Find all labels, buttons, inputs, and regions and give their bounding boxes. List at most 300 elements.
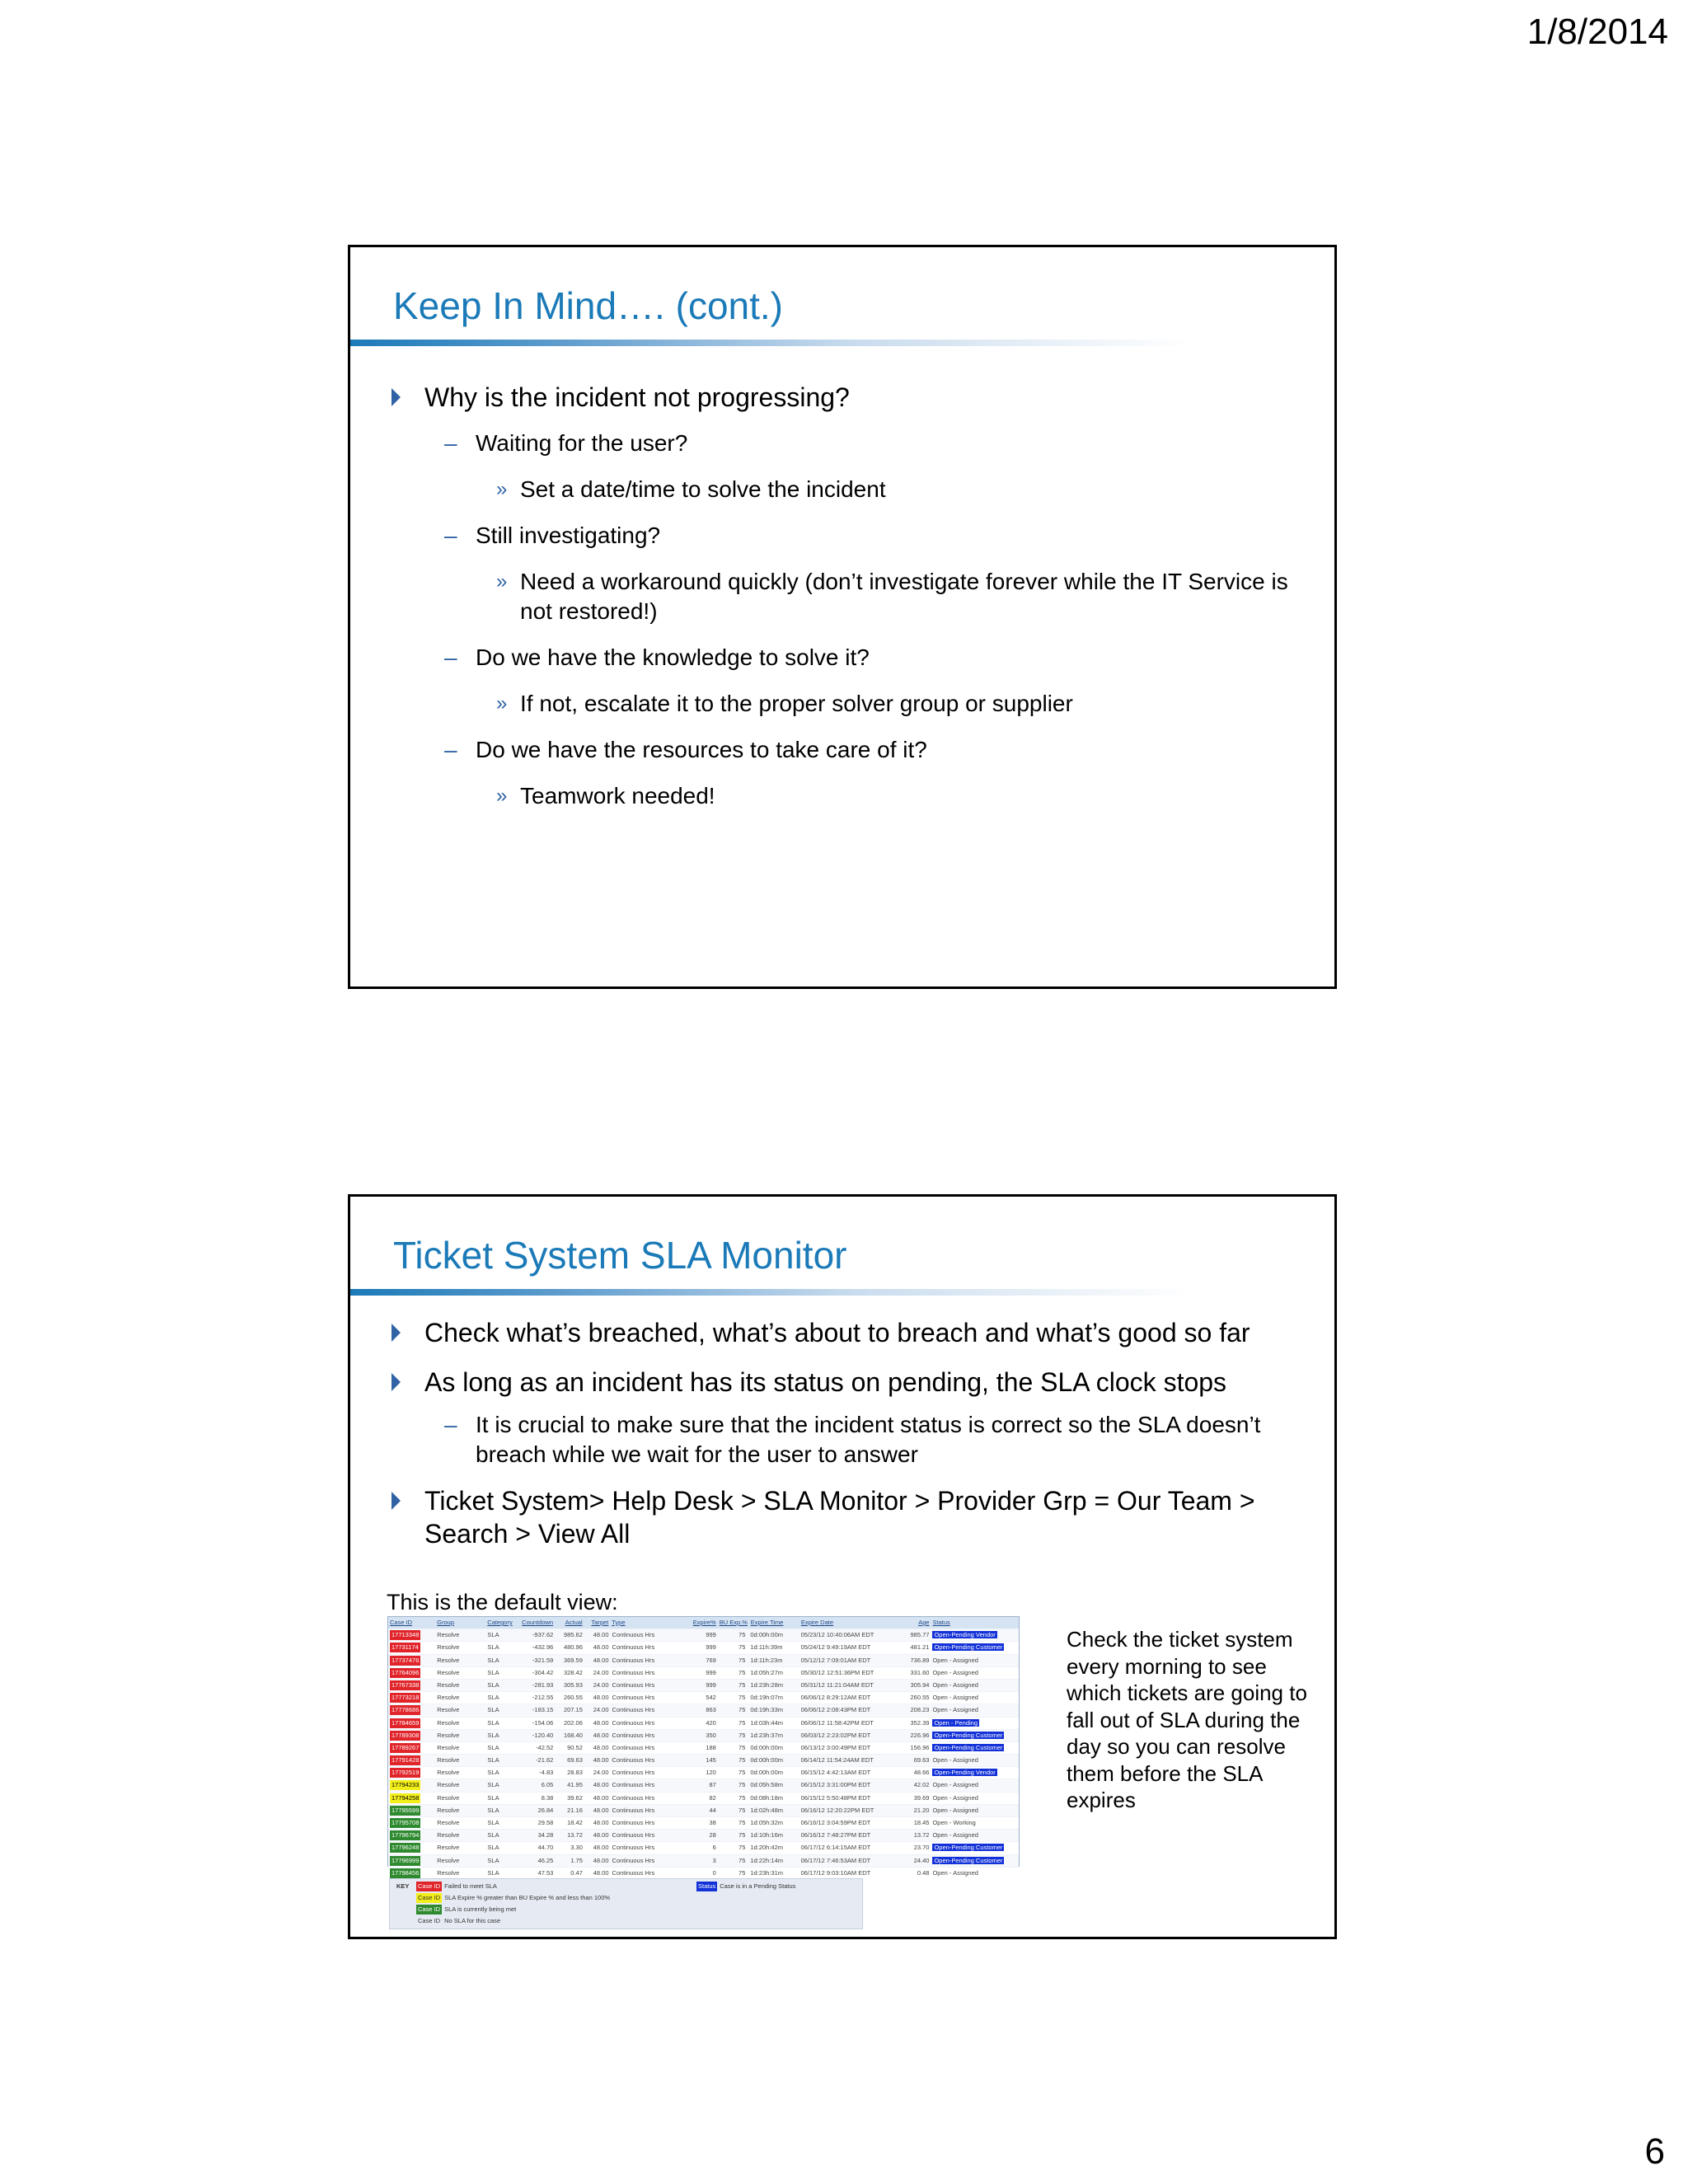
- case-id-cell[interactable]: [388, 1655, 435, 1666]
- table-cell: 48.00: [593, 1806, 609, 1814]
- table-cell: 48.00: [593, 1643, 609, 1652]
- table-cell: 6.05: [541, 1781, 554, 1789]
- table-cell: 480.96: [563, 1643, 583, 1652]
- table-row: [388, 1641, 1019, 1653]
- case-id-cell[interactable]: [388, 1779, 435, 1791]
- table-cell: 736.89: [910, 1656, 930, 1664]
- status-cell: [931, 1755, 1019, 1766]
- sub-bullet-item: [388, 521, 1320, 551]
- table-cell: 82: [709, 1793, 716, 1802]
- bullet-item: [388, 1484, 1320, 1550]
- status-cell: [931, 1680, 1019, 1691]
- table-cell: Continuous Hrs: [612, 1756, 655, 1765]
- sub-bullet-text: Still investigating?: [476, 523, 661, 548]
- table-cell: 0d:05h:58m: [750, 1781, 784, 1789]
- table-cell: 48.00: [593, 1793, 609, 1802]
- sub-bullet-text: It is crucial to make sure that the incident status is correct so the SLA doesn’t breach while we wait for the user to answer: [476, 1412, 1261, 1467]
- table-cell: Resolve: [437, 1631, 460, 1639]
- table-cell: 1d:02h:48m: [750, 1806, 784, 1814]
- sub-bullet-text: Do we have the knowledge to solve it?: [476, 644, 870, 670]
- case-id-cell[interactable]: [388, 1767, 435, 1779]
- table-cell: 75: [738, 1781, 746, 1789]
- table-cell: 260.55: [910, 1694, 930, 1702]
- table-cell: 1d:05h:32m: [750, 1819, 784, 1826]
- case-id-cell[interactable]: [388, 1868, 435, 1879]
- table-cell: SLA: [487, 1694, 499, 1702]
- case-id-cell[interactable]: [388, 1718, 435, 1729]
- table-cell: 48.00: [593, 1831, 609, 1840]
- case-id-link[interactable]: 17794233: [392, 1781, 420, 1789]
- bullet-list: [388, 1316, 1320, 1550]
- table-cell: 1d:22h:14m: [750, 1856, 784, 1864]
- column-header[interactable]: Case ID: [390, 1619, 413, 1626]
- table-cell: 05/23/12 10:40:06AM EDT: [800, 1631, 874, 1639]
- column-header[interactable]: Actual: [565, 1619, 583, 1626]
- table-cell: 06/15/12 4:42:13AM EDT: [800, 1769, 871, 1777]
- column-header[interactable]: BU Exp.%: [719, 1619, 748, 1626]
- table-cell: 0d:19h:33m: [750, 1706, 784, 1714]
- table-cell: Resolve: [437, 1819, 460, 1826]
- table-cell: SLA: [487, 1680, 499, 1689]
- table-row: [388, 1717, 1019, 1729]
- table-cell: 75: [738, 1743, 746, 1751]
- status-cell: [931, 1830, 1019, 1841]
- key-chip-green: Case ID: [418, 1905, 441, 1913]
- case-id-link[interactable]: 17795708: [392, 1819, 420, 1826]
- case-id-link[interactable]: 17798456: [392, 1868, 420, 1877]
- table-cell: 24.00: [593, 1668, 609, 1676]
- table-cell: Continuous Hrs: [612, 1781, 655, 1789]
- table-cell: -120.40: [532, 1731, 554, 1739]
- table-cell: SLA: [487, 1856, 499, 1864]
- status-text: Open - Assigned: [932, 1656, 978, 1664]
- case-id-cell[interactable]: [388, 1629, 435, 1641]
- table-cell: SLA: [487, 1731, 499, 1739]
- case-id-link[interactable]: 17737476: [392, 1656, 420, 1664]
- status-cell: [931, 1868, 1019, 1879]
- table-cell: 75: [738, 1643, 746, 1652]
- table-cell: Continuous Hrs: [612, 1743, 655, 1751]
- table-row: [388, 1754, 1019, 1766]
- table-cell: 48.00: [593, 1656, 609, 1664]
- default-view-label: This is the default view:: [387, 1590, 618, 1615]
- case-id-link[interactable]: 17778686: [392, 1706, 420, 1714]
- sub-bullet-item: [388, 1410, 1320, 1469]
- table-cell: 28: [709, 1831, 716, 1840]
- table-cell: Resolve: [437, 1706, 460, 1714]
- table-header: [388, 1617, 1019, 1629]
- chevron-marker: »: [496, 785, 508, 807]
- table-cell: SLA: [487, 1718, 499, 1727]
- table-cell: 145: [706, 1756, 716, 1765]
- table-cell: 69.63: [567, 1756, 583, 1765]
- table-cell: 75: [738, 1793, 746, 1802]
- sub-sub-bullet-text: Set a date/time to solve the incident: [520, 476, 886, 502]
- table-cell: 75: [738, 1806, 746, 1814]
- dash-marker: –: [444, 737, 457, 762]
- table-cell: 208.23: [910, 1706, 930, 1714]
- table-cell: 1d:03h:44m: [750, 1718, 784, 1727]
- sub-sub-bullet-item: [388, 689, 1320, 719]
- table-cell: SLA: [487, 1769, 499, 1777]
- table-cell: Resolve: [437, 1756, 460, 1765]
- table-cell: 47.53: [537, 1868, 554, 1877]
- status-text: Open-Pending Customer: [934, 1844, 1003, 1852]
- table-cell: 3.30: [570, 1844, 583, 1852]
- table-cell: Resolve: [437, 1844, 460, 1852]
- case-id-cell[interactable]: [388, 1855, 435, 1867]
- table-cell: -937.62: [532, 1631, 554, 1639]
- sub-bullet-text: Waiting for the user?: [476, 430, 688, 456]
- table-cell: 48.00: [593, 1781, 609, 1789]
- case-id-link[interactable]: 17796794: [392, 1831, 420, 1840]
- case-id-cell[interactable]: [388, 1667, 435, 1679]
- table-cell: 3: [712, 1856, 716, 1864]
- case-id-link[interactable]: 17789308: [392, 1731, 420, 1739]
- table-cell: 44.70: [537, 1844, 554, 1852]
- table-cell: 41.95: [567, 1781, 583, 1789]
- table-cell: 6: [712, 1844, 716, 1852]
- table-cell: Continuous Hrs: [612, 1706, 655, 1714]
- table-row: [388, 1741, 1019, 1754]
- table-cell: 28.83: [567, 1769, 583, 1777]
- table-cell: 1d:11h:39m: [750, 1643, 783, 1652]
- case-id-cell[interactable]: [388, 1830, 435, 1841]
- key-text: Case is in a Pending Status: [720, 1882, 796, 1890]
- table-cell: 168.40: [563, 1731, 583, 1739]
- table-cell: 369.59: [563, 1656, 583, 1664]
- table-cell: 226.96: [910, 1731, 930, 1739]
- case-id-cell[interactable]: [388, 1742, 435, 1754]
- table-cell: 75: [738, 1844, 746, 1852]
- table-cell: -42.52: [536, 1743, 554, 1751]
- table-row: [388, 1666, 1019, 1679]
- case-id-link[interactable]: 17791428: [392, 1756, 420, 1765]
- status-cell: [931, 1642, 1019, 1653]
- dash-marker: –: [444, 1412, 457, 1437]
- table-cell: 120: [706, 1769, 716, 1777]
- column-header[interactable]: Status: [932, 1619, 950, 1626]
- status-text: Open - Assigned: [932, 1831, 978, 1840]
- table-cell: 1d:10h:16m: [750, 1831, 784, 1840]
- table-cell: 0.48: [917, 1868, 930, 1877]
- table-cell: 05/24/12 9:49:19AM EDT: [800, 1643, 871, 1652]
- table-cell: 260.55: [563, 1694, 583, 1702]
- case-id-cell[interactable]: [388, 1842, 435, 1854]
- table-cell: 06/06/12 2:08:43PM EDT: [800, 1706, 871, 1714]
- table-cell: Resolve: [437, 1868, 460, 1877]
- case-id-link[interactable]: 17773218: [392, 1694, 420, 1702]
- bullet-text: Why is the incident not progressing?: [424, 382, 850, 412]
- table-cell: 331.60: [910, 1668, 930, 1676]
- case-id-cell[interactable]: [388, 1730, 435, 1741]
- case-id-link[interactable]: 17795599: [392, 1806, 420, 1814]
- column-header[interactable]: Age: [918, 1619, 930, 1626]
- table-cell: 38: [709, 1819, 716, 1826]
- table-cell: Resolve: [437, 1781, 460, 1789]
- chevron-marker: »: [496, 570, 508, 593]
- status-cell: [931, 1692, 1019, 1704]
- case-id-cell[interactable]: [388, 1692, 435, 1704]
- case-id-link[interactable]: 17731174: [392, 1643, 419, 1652]
- status-text: Open - Assigned: [932, 1706, 978, 1714]
- case-id-link[interactable]: 17794258: [392, 1793, 420, 1802]
- table-cell: 13.72: [913, 1831, 930, 1840]
- status-cell: [931, 1704, 1019, 1716]
- case-id-link[interactable]: 17764096: [392, 1668, 420, 1676]
- status-text: Open-Pending Customer: [934, 1643, 1003, 1652]
- status-cell: [931, 1718, 1019, 1729]
- table-cell: Continuous Hrs: [612, 1806, 655, 1814]
- table-cell: 46.25: [537, 1856, 554, 1864]
- table-cell: 0d:00h:00m: [750, 1756, 784, 1765]
- table-cell: 23.70: [913, 1844, 930, 1852]
- table-cell: 75: [738, 1868, 746, 1877]
- table-cell: 1d:20h:42m: [750, 1844, 784, 1852]
- table-cell: 06/17/12 6:14:15AM EDT: [800, 1844, 871, 1852]
- table-cell: Continuous Hrs: [612, 1680, 655, 1689]
- case-id-link[interactable]: 17767338: [392, 1680, 420, 1689]
- table-cell: 156.96: [910, 1743, 930, 1751]
- dash-marker: –: [444, 644, 457, 670]
- table-cell: 87: [709, 1781, 716, 1789]
- bullet-item: [388, 1366, 1320, 1399]
- table-cell: 69.63: [913, 1756, 930, 1765]
- sla-color-key: [389, 1878, 863, 1929]
- table-cell: Resolve: [437, 1743, 460, 1751]
- table-cell: 0d:19h:07m: [750, 1694, 784, 1702]
- column-header[interactable]: Target: [591, 1619, 609, 1626]
- table-cell: 05/12/12 7:09:01AM EDT: [800, 1656, 871, 1664]
- table-cell: Resolve: [437, 1806, 460, 1814]
- table-cell: SLA: [487, 1631, 499, 1639]
- slide-title: Ticket System SLA Monitor: [393, 1234, 847, 1277]
- status-cell: [931, 1842, 1019, 1854]
- case-id-link[interactable]: 17796999: [392, 1856, 420, 1864]
- table-cell: -304.42: [532, 1668, 554, 1676]
- table-cell: 06/16/12 7:48:27PM EDT: [800, 1831, 871, 1840]
- table-cell: 305.93: [563, 1680, 583, 1689]
- table-cell: 985.62: [563, 1631, 583, 1639]
- sub-sub-bullet-text: Need a workaround quickly (don’t investigate forever while the IT Service is not restored!): [520, 569, 1288, 624]
- status-text: Open - Assigned: [932, 1668, 978, 1676]
- table-cell: Resolve: [437, 1643, 460, 1652]
- table-row: [388, 1816, 1019, 1829]
- table-row: [388, 1804, 1019, 1816]
- column-header[interactable]: Expire%: [692, 1619, 716, 1626]
- table-cell: Continuous Hrs: [612, 1831, 655, 1840]
- table-cell: 75: [738, 1831, 746, 1840]
- table-cell: 48.00: [593, 1694, 609, 1702]
- table-row: [388, 1629, 1019, 1641]
- table-cell: Resolve: [437, 1718, 460, 1727]
- table-cell: 0d:00h:00m: [750, 1631, 784, 1639]
- status-text: Open-Pending Vendor: [934, 1631, 996, 1639]
- table-cell: 0d:00h:00m: [750, 1769, 784, 1777]
- column-header[interactable]: Countdown: [522, 1619, 554, 1626]
- table-cell: SLA: [487, 1643, 499, 1652]
- table-cell: 06/17/12 9:03:10AM EDT: [800, 1868, 871, 1877]
- table-cell: 06/17/12 7:46:53AM EDT: [800, 1856, 871, 1864]
- table-cell: 542: [706, 1694, 716, 1702]
- key-chip-status: Status: [698, 1882, 716, 1890]
- key-item-yellow: [416, 1893, 610, 1903]
- table-cell: Continuous Hrs: [612, 1668, 655, 1676]
- case-id-cell[interactable]: [388, 1704, 435, 1716]
- table-cell: 18.45: [913, 1819, 930, 1826]
- sub-sub-bullet-item: [388, 567, 1320, 626]
- table-cell: SLA: [487, 1793, 499, 1802]
- table-cell: 75: [738, 1668, 746, 1676]
- table-cell: Resolve: [437, 1856, 460, 1864]
- table-cell: 06/14/12 11:54:24AM EDT: [800, 1756, 874, 1765]
- bullet-text: As long as an incident has its status on pending, the SLA clock stops: [424, 1367, 1227, 1397]
- case-id-link[interactable]: 17784659: [392, 1718, 420, 1727]
- sub-sub-bullet-text: Teamwork needed!: [520, 783, 715, 808]
- table-cell: 21.20: [913, 1806, 930, 1814]
- table-cell: Continuous Hrs: [612, 1656, 655, 1664]
- table-cell: 48.00: [593, 1631, 609, 1639]
- table-cell: Continuous Hrs: [612, 1643, 655, 1652]
- table-cell: SLA: [487, 1844, 499, 1852]
- case-id-cell[interactable]: [388, 1680, 435, 1691]
- table-cell: 06/06/12 8:29:12AM EDT: [800, 1694, 871, 1702]
- chevron-marker: »: [496, 478, 508, 500]
- table-row: [388, 1704, 1019, 1716]
- table-cell: SLA: [487, 1656, 499, 1664]
- table-cell: SLA: [487, 1781, 499, 1789]
- table-cell: 48.00: [593, 1756, 609, 1765]
- table-cell: 999: [706, 1668, 716, 1676]
- table-cell: 75: [738, 1756, 746, 1765]
- column-header[interactable]: Group: [437, 1619, 455, 1626]
- table-cell: 999: [706, 1680, 716, 1689]
- table-cell: Resolve: [437, 1668, 460, 1676]
- table-cell: 328.42: [563, 1668, 583, 1676]
- case-id-link[interactable]: 17792519: [392, 1769, 420, 1777]
- status-cell: [931, 1667, 1019, 1679]
- table-cell: Continuous Hrs: [612, 1769, 655, 1777]
- table-cell: 05/31/12 11:21:04AM EDT: [800, 1680, 874, 1689]
- status-text: Open - Pending: [934, 1718, 978, 1727]
- case-id-cell[interactable]: [388, 1817, 435, 1829]
- status-cell: [931, 1817, 1019, 1829]
- case-id-cell[interactable]: [388, 1805, 435, 1816]
- table-cell: 06/13/12 3:00:49PM EDT: [800, 1743, 871, 1751]
- table-cell: 420: [706, 1718, 716, 1727]
- table-cell: 13.72: [567, 1831, 583, 1840]
- key-label: KEY: [396, 1882, 410, 1890]
- table-cell: SLA: [487, 1806, 499, 1814]
- table-cell: -281.93: [532, 1680, 554, 1689]
- bullet-text: Check what’s breached, what’s about to breach and what’s good so far: [424, 1318, 1250, 1347]
- table-cell: 48.00: [593, 1868, 609, 1877]
- table-cell: 06/15/12 3:31:00PM EDT: [800, 1781, 871, 1789]
- table-cell: 48.00: [593, 1731, 609, 1739]
- key-chip-yellow: Case ID: [418, 1894, 441, 1901]
- status-text: Open-Pending Customer: [934, 1856, 1003, 1864]
- case-id-cell[interactable]: [388, 1642, 435, 1653]
- column-header[interactable]: Expire Time: [750, 1619, 784, 1626]
- table-row: [388, 1829, 1019, 1841]
- column-header[interactable]: Category: [487, 1619, 513, 1626]
- table-cell: 305.94: [910, 1680, 930, 1689]
- status-cell: [931, 1779, 1019, 1791]
- table-cell: 999: [706, 1643, 716, 1652]
- table-row: [388, 1729, 1019, 1741]
- table-cell: -321.59: [532, 1656, 554, 1664]
- table-row: [388, 1654, 1019, 1666]
- table-row: [388, 1867, 1019, 1879]
- case-id-link[interactable]: 17796248: [392, 1844, 420, 1852]
- table-cell: 75: [738, 1631, 746, 1639]
- table-cell: 48.00: [593, 1856, 609, 1864]
- case-id-cell[interactable]: [388, 1793, 435, 1804]
- sub-bullet-item: [388, 643, 1320, 673]
- table-cell: 481.21: [910, 1643, 930, 1652]
- table-cell: 48.00: [593, 1718, 609, 1727]
- sub-bullet-item: [388, 429, 1320, 458]
- table-cell: Continuous Hrs: [612, 1631, 655, 1639]
- table-cell: 75: [738, 1718, 746, 1727]
- table-cell: 06/16/12 12:20:22PM EDT: [800, 1806, 874, 1814]
- status-cell: [931, 1655, 1019, 1666]
- table-cell: Continuous Hrs: [612, 1731, 655, 1739]
- table-cell: SLA: [487, 1868, 499, 1877]
- table-cell: 202.06: [563, 1718, 583, 1727]
- table-cell: 06/15/12 5:50:48PM EDT: [800, 1793, 871, 1802]
- bullet-item: [388, 1316, 1320, 1349]
- key-text: No SLA for this case: [444, 1917, 501, 1924]
- sub-sub-bullet-item: [388, 781, 1320, 811]
- table-cell: 48.00: [593, 1844, 609, 1852]
- table-cell: 06/16/12 3:04:59PM EDT: [800, 1819, 871, 1826]
- case-id-link[interactable]: 17789267: [392, 1743, 420, 1751]
- table-cell: 75: [738, 1856, 746, 1864]
- table-cell: 39.69: [913, 1793, 930, 1802]
- table-cell: Continuous Hrs: [612, 1856, 655, 1864]
- table-cell: 21.16: [567, 1806, 583, 1814]
- table-cell: -154.06: [532, 1718, 554, 1727]
- table-cell: 1.75: [570, 1856, 583, 1864]
- status-text: Open - Assigned: [932, 1793, 978, 1802]
- table-cell: Resolve: [437, 1656, 460, 1664]
- key-item-status: [696, 1882, 795, 1891]
- table-cell: 0.47: [570, 1868, 583, 1877]
- case-id-link[interactable]: 17713348: [392, 1631, 420, 1639]
- table-cell: Continuous Hrs: [612, 1793, 655, 1802]
- table-cell: Resolve: [437, 1694, 460, 1702]
- case-id-cell[interactable]: [388, 1755, 435, 1766]
- status-text: Open - Assigned: [932, 1781, 978, 1789]
- title-rule: [350, 340, 1191, 346]
- table-cell: 75: [738, 1680, 746, 1689]
- table-row: [388, 1854, 1019, 1867]
- bullet-item: [388, 381, 1320, 414]
- side-note: Check the ticket system every morning to see which tickets are going to fall out of SLA during the day so you can resolve them before the SLA expires: [1067, 1627, 1307, 1812]
- column-header[interactable]: Expire Date: [800, 1619, 834, 1626]
- table-cell: 90.52: [567, 1743, 583, 1751]
- table-cell: 350: [706, 1731, 716, 1739]
- table-cell: SLA: [487, 1706, 499, 1714]
- column-header[interactable]: Type: [612, 1619, 626, 1626]
- dash-marker: –: [444, 523, 457, 548]
- status-cell: [931, 1805, 1019, 1816]
- table-cell: Resolve: [437, 1831, 460, 1840]
- table-row: [388, 1679, 1019, 1691]
- status-cell: [931, 1855, 1019, 1867]
- table-cell: -212.55: [532, 1694, 554, 1702]
